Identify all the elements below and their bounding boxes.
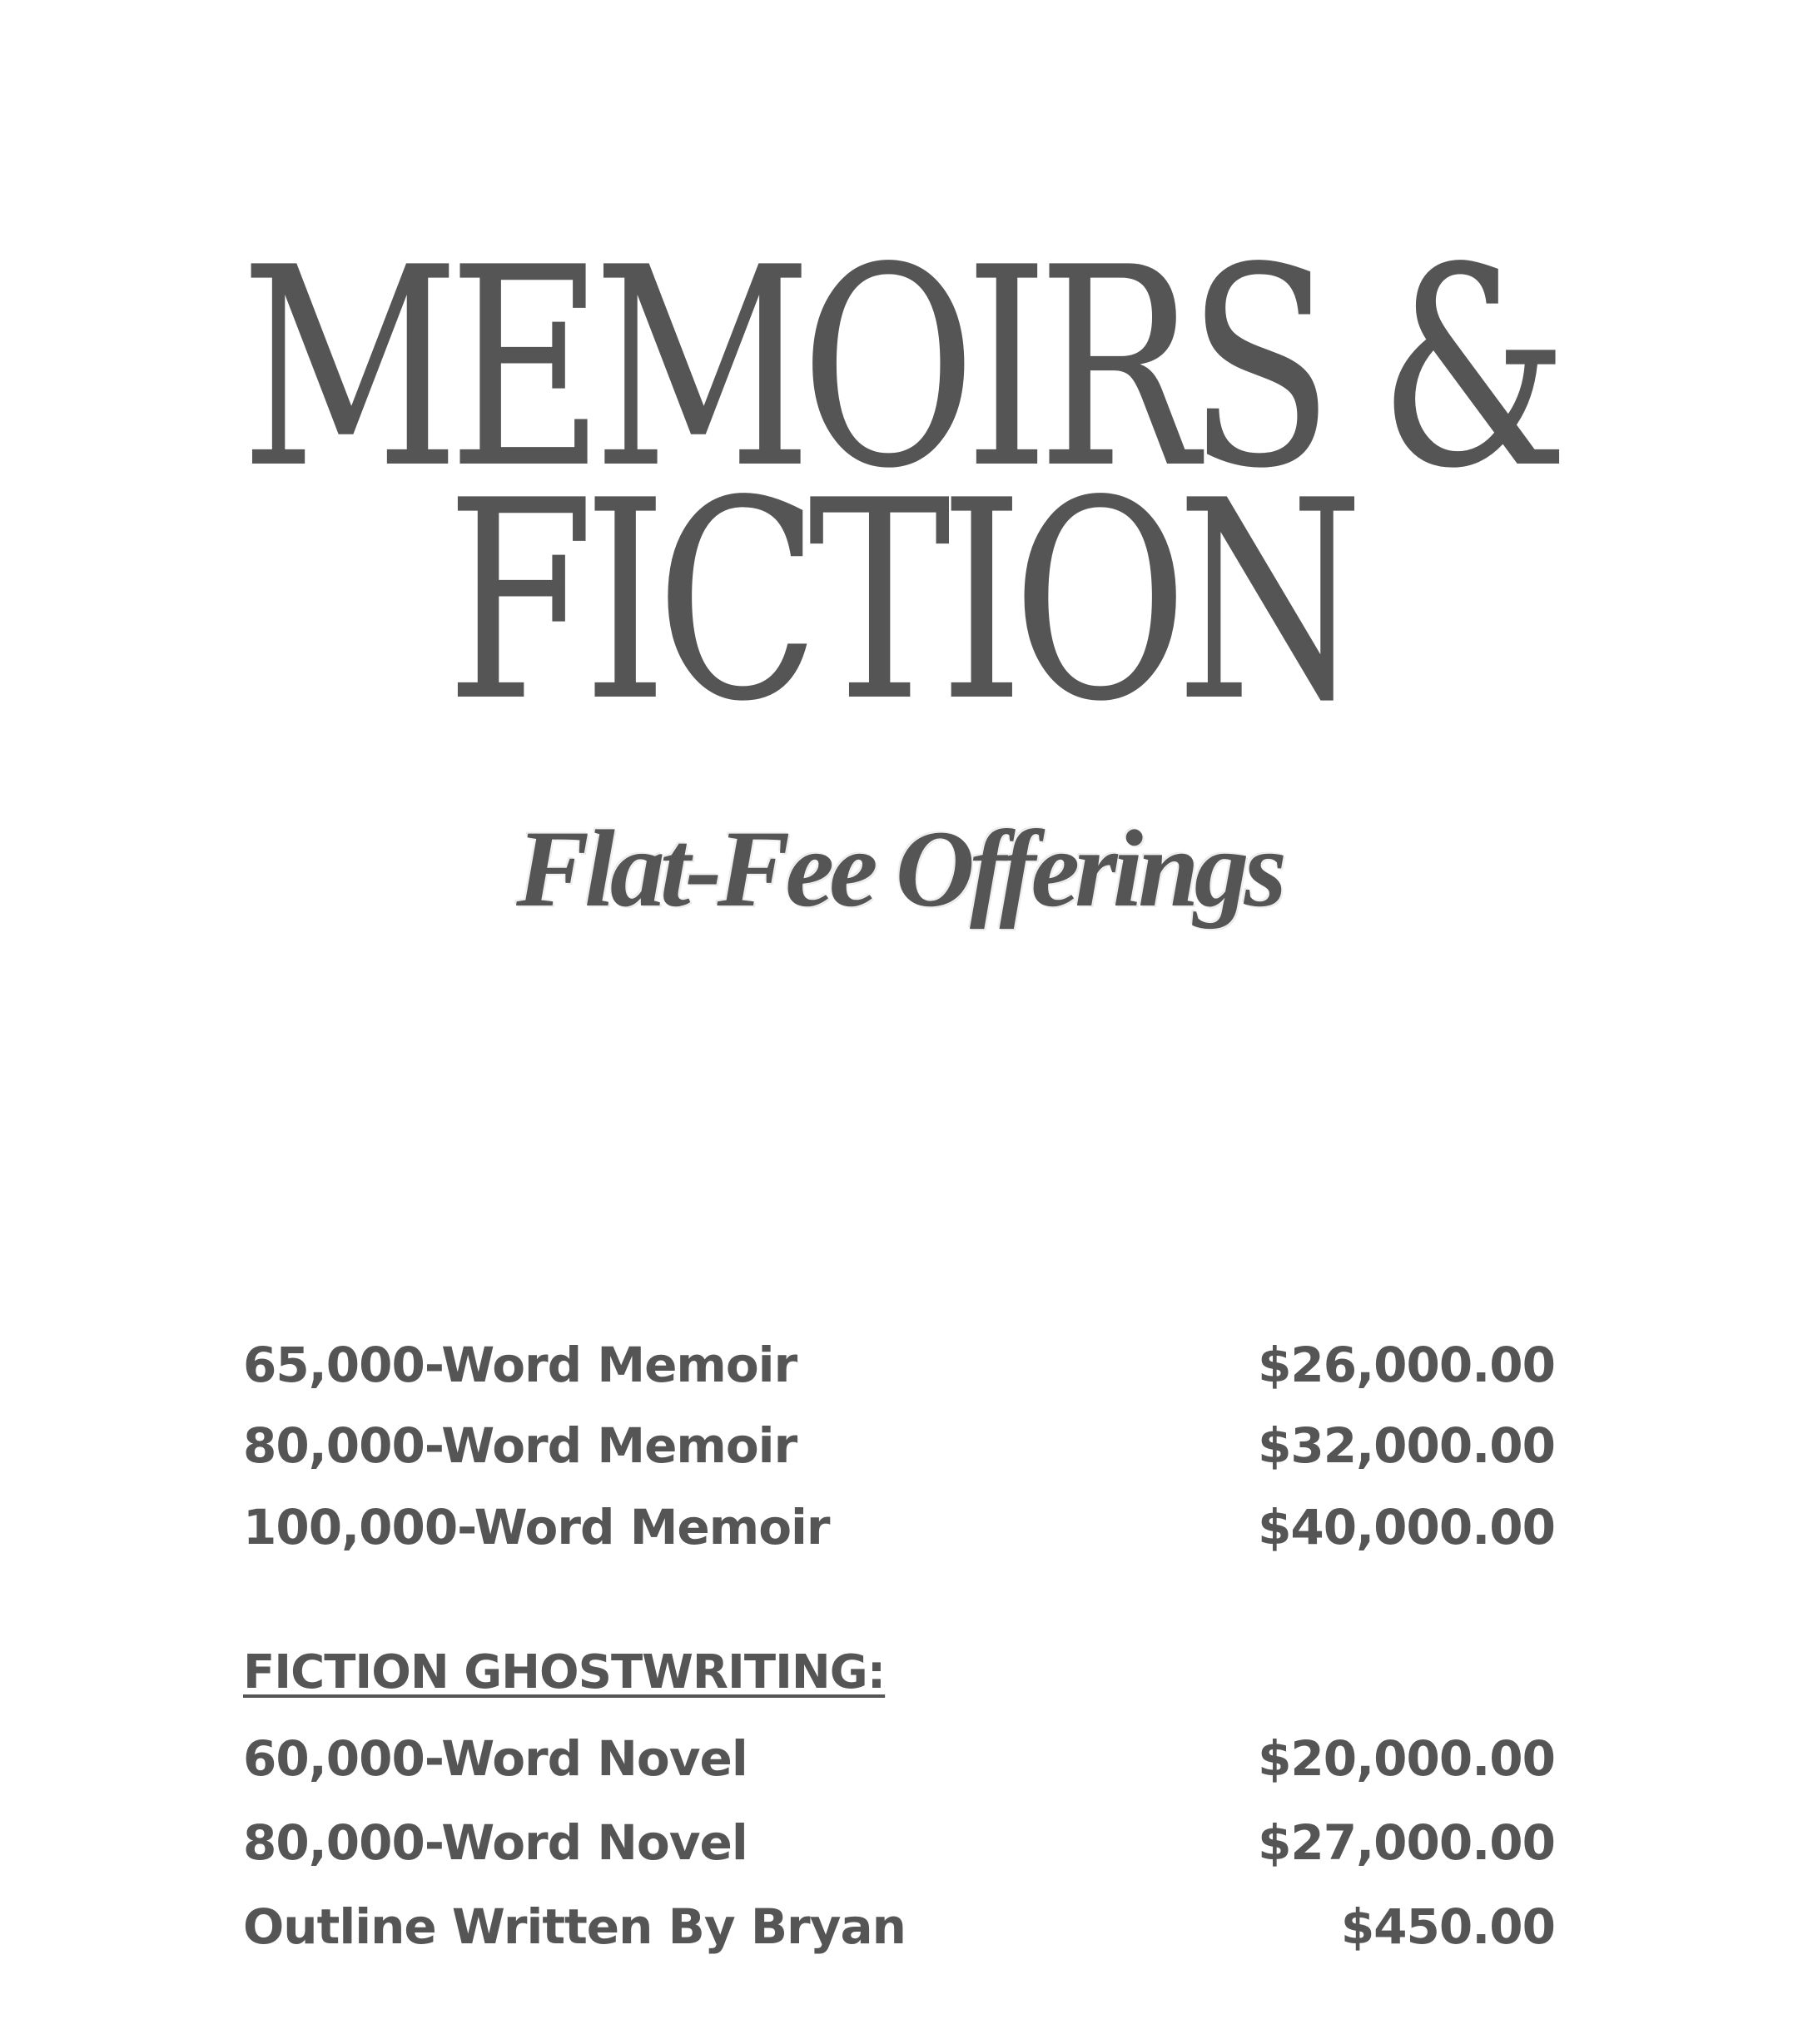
- memoir-price-row: [243, 1494, 1555, 1560]
- page-subtitle: Flat-Fee Offerings: [516, 807, 1282, 930]
- page-title-line-1: MEMOIRS &: [240, 209, 1558, 528]
- offering-label: 65,000-Word Memoir: [243, 1337, 797, 1393]
- offering-price: $27,000.00: [1258, 1814, 1555, 1871]
- offering-price: $26,000.00: [1258, 1337, 1555, 1393]
- fiction-section-heading: FICTION GHOSTWRITING:: [243, 1645, 886, 1699]
- fiction-price-row: [243, 1725, 1555, 1792]
- page-title-line-2: FICTION: [445, 442, 1353, 762]
- offering-price: $40,000.00: [1258, 1499, 1555, 1555]
- offering-price: $20,000.00: [1258, 1730, 1555, 1787]
- offering-label: 100,000-Word Memoir: [243, 1499, 830, 1555]
- offering-price: $450.00: [1340, 1898, 1555, 1955]
- offering-label: 80,000-Word Novel: [243, 1814, 748, 1871]
- offering-price: $32,000.00: [1258, 1417, 1555, 1474]
- offering-label: 80,000-Word Memoir: [243, 1417, 797, 1474]
- fiction-price-row: [243, 1809, 1555, 1876]
- fiction-price-row: [243, 1893, 1555, 1960]
- offering-label: 60,000-Word Novel: [243, 1730, 748, 1787]
- memoir-price-row: [243, 1412, 1555, 1479]
- memoir-price-row: [243, 1332, 1555, 1398]
- offering-label: Outline Written By Bryan: [243, 1898, 906, 1955]
